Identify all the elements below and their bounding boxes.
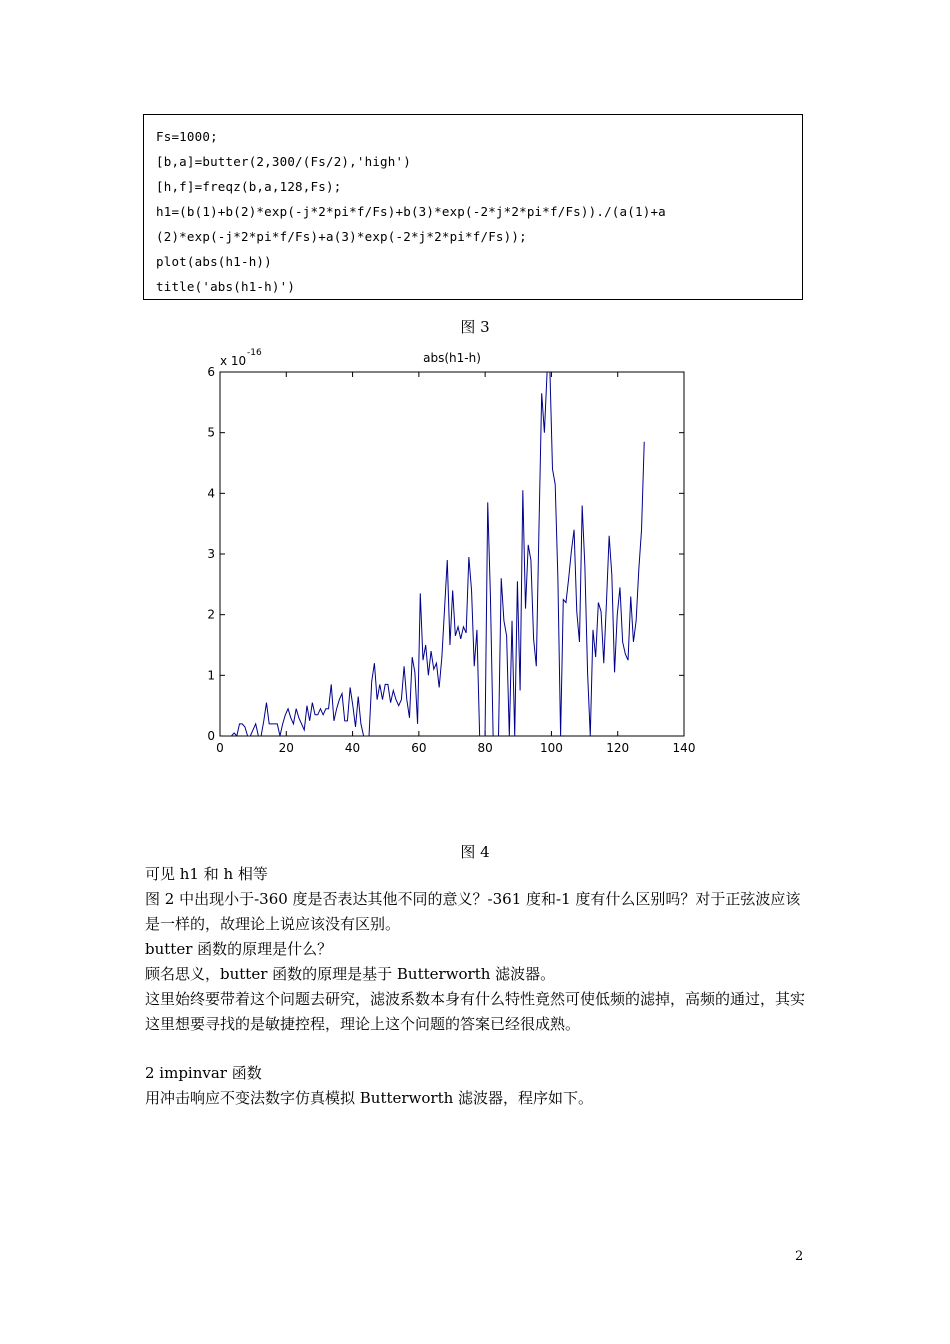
section-text: 用冲击响应不变法数字仿真模拟 Butterworth 滤波器，程序如下。 xyxy=(145,1089,594,1107)
figure-4-caption: 图 4 xyxy=(460,843,490,861)
paragraph: 可见 h1 和 h 相等 xyxy=(145,865,268,883)
plot-frame xyxy=(220,372,684,736)
chart-figure xyxy=(190,340,710,765)
x-tick-label: 20 xyxy=(278,741,294,755)
section-heading: 2 impinvar 函数 xyxy=(145,1064,262,1082)
code-line: Fs=1000; xyxy=(156,129,218,144)
line-chart xyxy=(190,340,710,765)
x-tick-label: 80 xyxy=(477,741,493,755)
paragraph: 这里始终要带着这个问题去研究，滤波系数本身有什么特性竟然可使低频的滤掉，高频的通过，其实这里想要寻找的是敏捷控程，理论上这个问题的答案已经很成熟。 xyxy=(145,990,806,1033)
code-line: [h,f]=freqz(b,a,128,Fs); xyxy=(156,179,342,194)
paragraph: 图 2 中出现小于-360 度是否表达其他不同的意义？-361 度和-1 度有什么区别吗？对于正弦波应该是一样的，故理论上说应该没有区别。 xyxy=(145,890,801,933)
chart-title: abs(h1-h) xyxy=(423,351,481,365)
x-tick-label: 0 xyxy=(216,741,224,755)
x-tick-label: 120 xyxy=(606,741,630,755)
code-block xyxy=(143,114,803,300)
x-tick-label: 60 xyxy=(411,741,427,755)
section-block xyxy=(145,1061,810,1111)
code-line: plot(abs(h1-h)) xyxy=(156,254,272,269)
x-tick-label: 40 xyxy=(344,741,361,755)
body-text xyxy=(145,862,810,1037)
y-tick-label: 5 xyxy=(207,425,215,440)
y-tick-label: 2 xyxy=(207,607,215,622)
code-line: (2)*exp(-j*2*pi*f/Fs)+a(3)*exp(-2*j*2*pi*f/Fs)); xyxy=(156,229,527,244)
y-tick-label: 1 xyxy=(207,668,215,683)
x-tick-label: 100 xyxy=(539,741,563,755)
x-tick-label: 140 xyxy=(672,741,696,755)
code-line: h1=(b(1)+b(2)*exp(-j*2*pi*f/Fs)+b(3)*exp(-2*j*2*pi*f/Fs))./(a(1)+a xyxy=(156,204,666,219)
y-tick-label: 6 xyxy=(207,365,215,379)
y-tick-label: 0 xyxy=(207,729,215,743)
y-exponent-power: -16 xyxy=(247,348,262,358)
page-number: 2 xyxy=(795,1249,804,1264)
figure-3-caption: 图 3 xyxy=(460,318,490,336)
y-exponent-base: x 10 xyxy=(220,354,247,368)
paragraph: butter 函数的原理是什么？ xyxy=(145,940,333,958)
y-tick-label: 4 xyxy=(207,486,215,501)
code-line: [b,a]=butter(2,300/(Fs/2),'high') xyxy=(156,154,411,169)
y-tick-label: 3 xyxy=(207,547,215,561)
paragraph: 顾名思义，butter 函数的原理是基于 Butterworth 滤波器。 xyxy=(145,965,556,983)
code-line: title('abs(h1-h)') xyxy=(156,279,296,294)
